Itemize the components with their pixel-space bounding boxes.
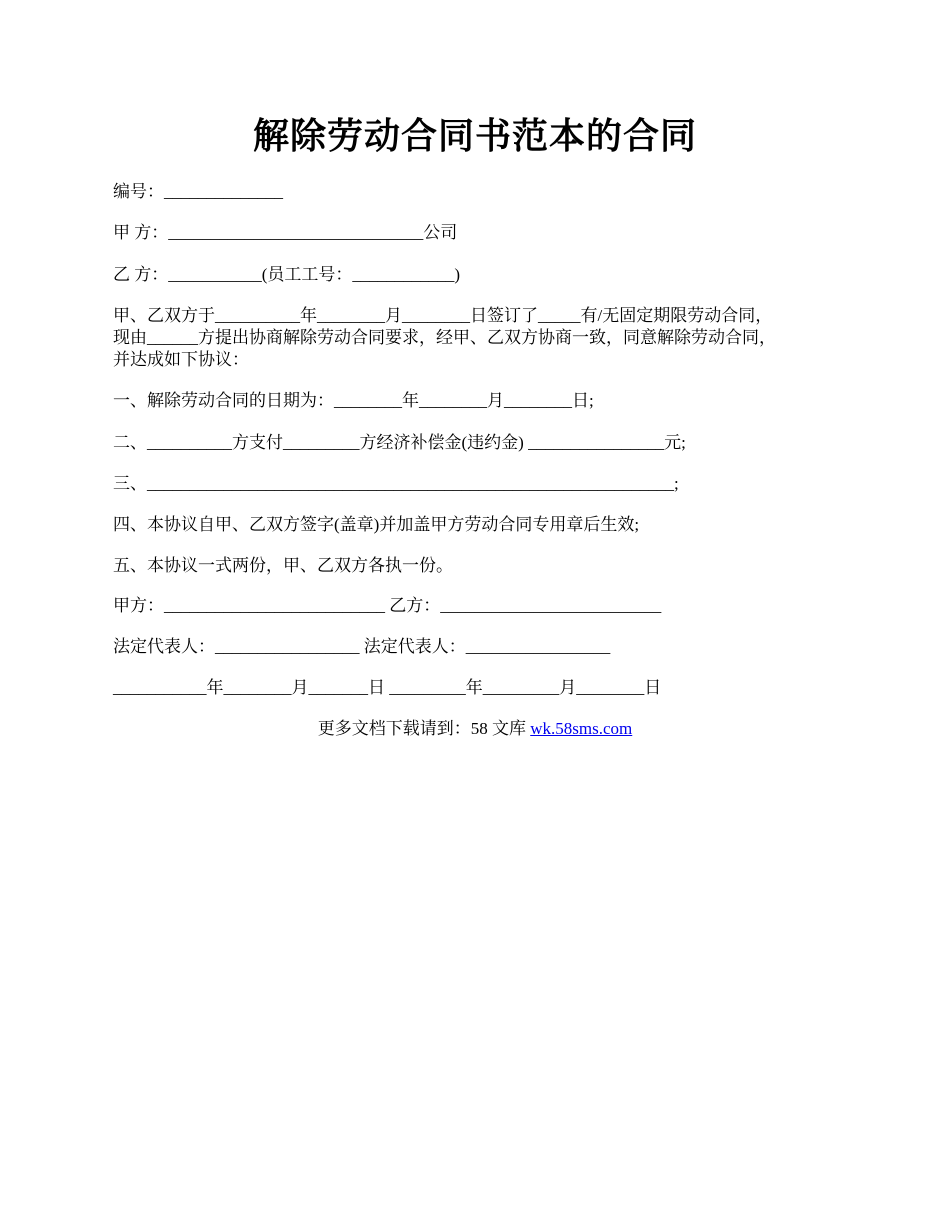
- signature-parties-line: 甲方：__________________________ 乙方：__________________________: [113, 596, 662, 615]
- contract-number-line: 编号：______________: [113, 182, 283, 201]
- party-b-line: 乙 方：___________(员工工号：____________): [113, 265, 461, 284]
- footer-text: 更多文档下载请到：58 文库: [317, 719, 531, 738]
- clause-3: 三、______________________________________________________________;: [113, 474, 679, 493]
- download-footer: [0, 718, 950, 740]
- document-title: 解除劳动合同书范本的合同: [252, 116, 697, 156]
- intro-line-2: 现由______方提出协商解除劳动合同要求，经甲、乙双方协商一致，同意解除劳动合同，: [113, 328, 776, 347]
- signature-representatives-line: 法定代表人：_________________ 法定代表人：_________________: [113, 637, 611, 656]
- clause-2: 二、__________方支付_________方经济补偿金(违约金) ________________元;: [113, 433, 686, 452]
- intro-paragraph: [113, 305, 838, 371]
- clause-4: 四、本协议自甲、乙双方签字(盖章)并加盖甲方劳动合同专用章后生效;: [113, 515, 640, 534]
- clause-1: 一、解除劳动合同的日期为：________年________月________日;: [113, 391, 594, 410]
- intro-line-1: 甲、乙双方于__________年________月________日签订了_____有/无固定期限劳动合同，: [113, 306, 773, 325]
- intro-line-3: 并达成如下协议：: [113, 350, 249, 369]
- footer-link[interactable]: wk.58sms.com: [530, 719, 633, 738]
- signature-dates-line: ___________年________月_______日 _________年_________月________日: [113, 678, 662, 697]
- clause-5: 五、本协议一式两份，甲、乙双方各执一份。: [113, 556, 453, 575]
- party-a-line: 甲 方：______________________________公司: [113, 223, 458, 242]
